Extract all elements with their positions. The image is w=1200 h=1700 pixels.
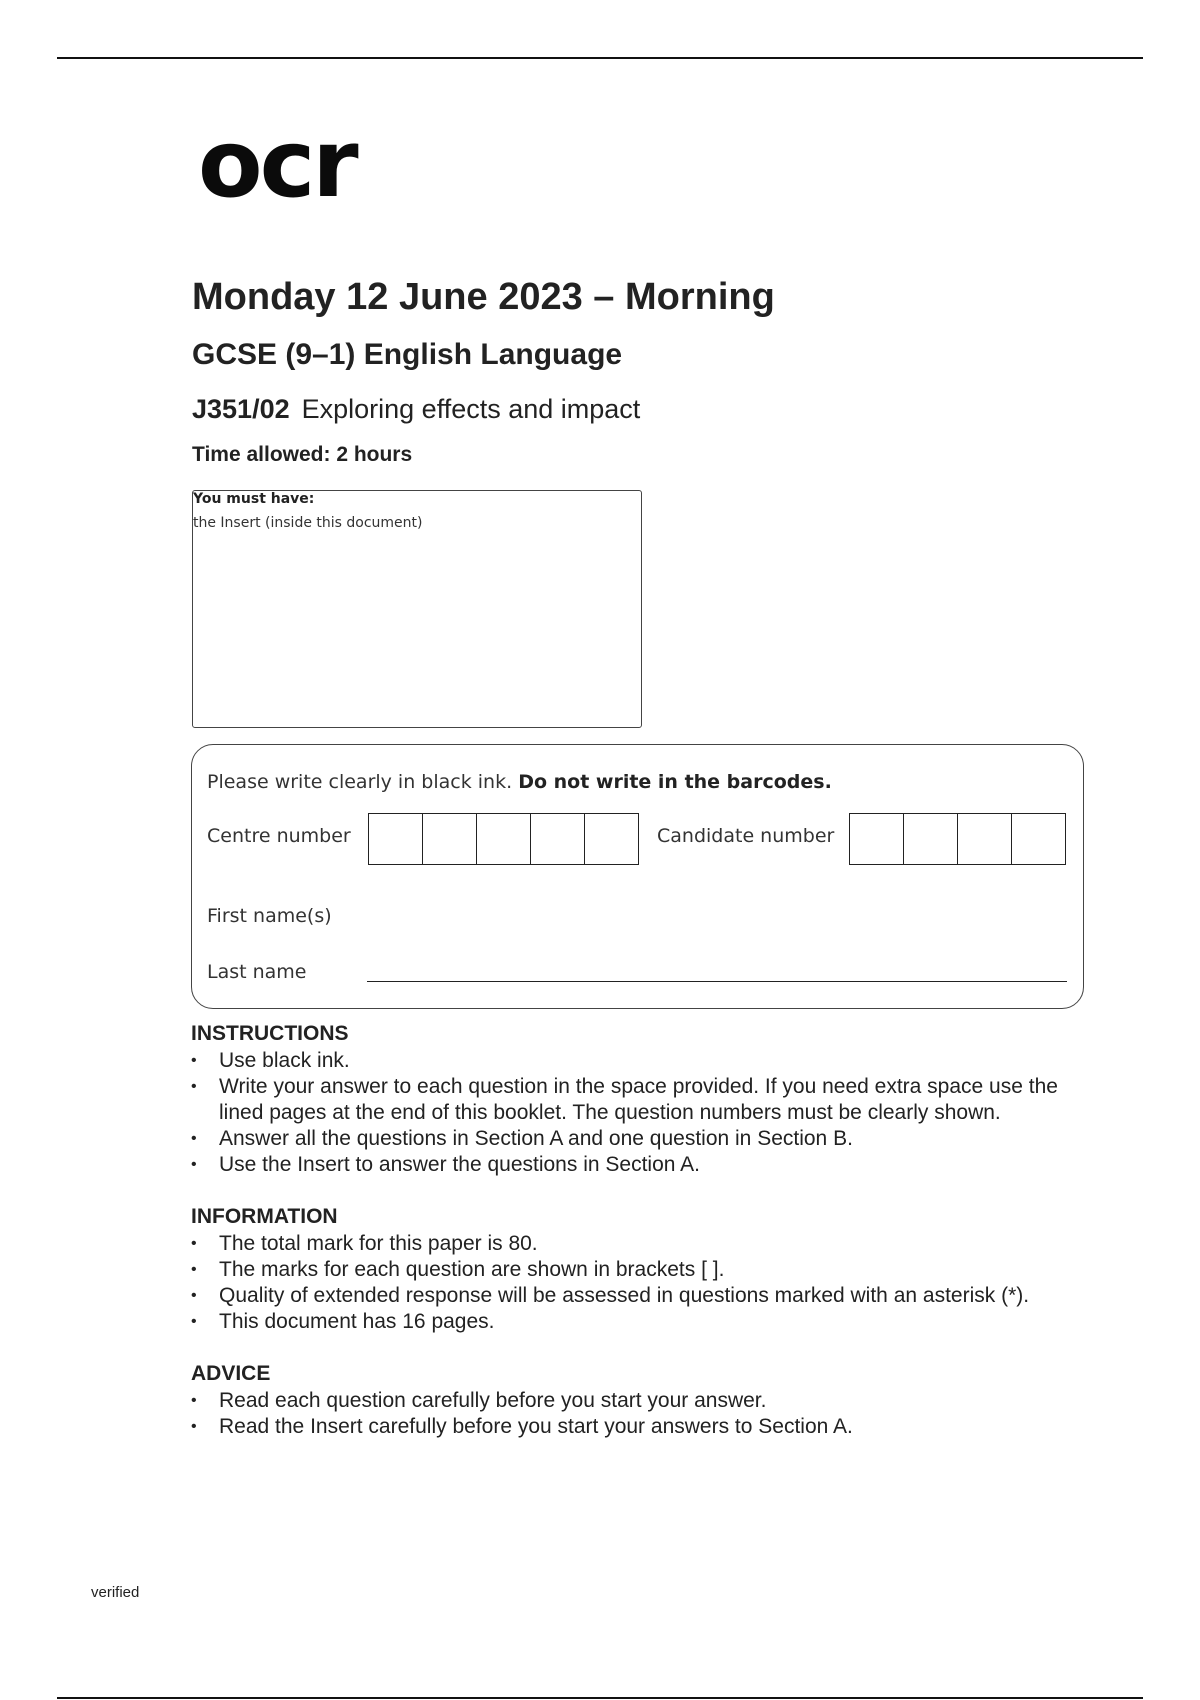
must-have-box	[192, 490, 642, 728]
verified-label: verified	[91, 1584, 140, 1601]
time-allowed: Time allowed: 2 hours	[192, 443, 413, 466]
exam-date: Monday 12 June 2023 – Morning	[192, 276, 775, 318]
information-item: • This document has 16 pages.	[191, 1309, 1029, 1335]
information-section	[191, 1205, 1029, 1335]
instruction-bold: Do not write in the barcodes.	[518, 771, 832, 793]
information-item: • The total mark for this paper is 80.	[191, 1231, 1029, 1257]
instructions-section	[191, 1022, 1099, 1178]
instruction-item: • Write your answer to each question in the space provided. If you need extra space use the lined pages at the end of this booklet. The question numbers must be clearly shown.	[191, 1074, 1099, 1126]
top-rule	[57, 57, 1143, 59]
centre-digit-box[interactable]	[585, 814, 638, 864]
instruction-item: • Use black ink.	[191, 1048, 1099, 1074]
must-have-item: the Insert (inside this document)	[193, 515, 423, 531]
first-name-label: First name(s)	[207, 905, 332, 927]
centre-number-boxes[interactable]	[368, 813, 639, 865]
instructions-heading: INSTRUCTIONS	[191, 1022, 349, 1045]
candidate-instruction	[207, 771, 832, 793]
paper-line	[192, 394, 640, 425]
candidate-digit-box[interactable]	[850, 814, 904, 864]
centre-number-label: Centre number	[207, 825, 351, 847]
candidate-digit-box[interactable]	[904, 814, 958, 864]
candidate-digit-box[interactable]	[1012, 814, 1065, 864]
candidate-details-box	[191, 744, 1084, 1009]
centre-digit-box[interactable]	[477, 814, 531, 864]
candidate-number-label: Candidate number	[657, 825, 835, 847]
advice-item: • Read the Insert carefully before you start your answers to Section A.	[191, 1414, 853, 1440]
paper-code: J351/02	[192, 394, 290, 424]
instruction-plain: Please write clearly in black ink.	[207, 771, 513, 793]
advice-section	[191, 1362, 853, 1440]
last-name-line[interactable]	[367, 981, 1067, 982]
exam-subject: GCSE (9–1) English Language	[192, 338, 623, 371]
centre-digit-box[interactable]	[531, 814, 585, 864]
must-have-heading: You must have:	[193, 491, 315, 507]
advice-item: • Read each question carefully before you start your answer.	[191, 1388, 853, 1414]
ocr-logo: ocr	[198, 110, 356, 219]
last-name-label: Last name	[207, 961, 307, 983]
candidate-number-boxes[interactable]	[849, 813, 1066, 865]
information-item: • Quality of extended response will be assessed in questions marked with an asterisk (*).	[191, 1283, 1029, 1309]
candidate-digit-box[interactable]	[958, 814, 1012, 864]
centre-digit-box[interactable]	[369, 814, 423, 864]
centre-digit-box[interactable]	[423, 814, 477, 864]
information-item: • The marks for each question are shown in brackets [ ].	[191, 1257, 1029, 1283]
information-heading: INFORMATION	[191, 1205, 338, 1228]
paper-title: Exploring effects and impact	[301, 394, 641, 424]
instruction-item: • Answer all the questions in Section A and one question in Section B.	[191, 1126, 1099, 1152]
bottom-rule	[57, 1697, 1143, 1699]
instruction-item: • Use the Insert to answer the questions in Section A.	[191, 1152, 1099, 1178]
advice-heading: ADVICE	[191, 1362, 271, 1385]
